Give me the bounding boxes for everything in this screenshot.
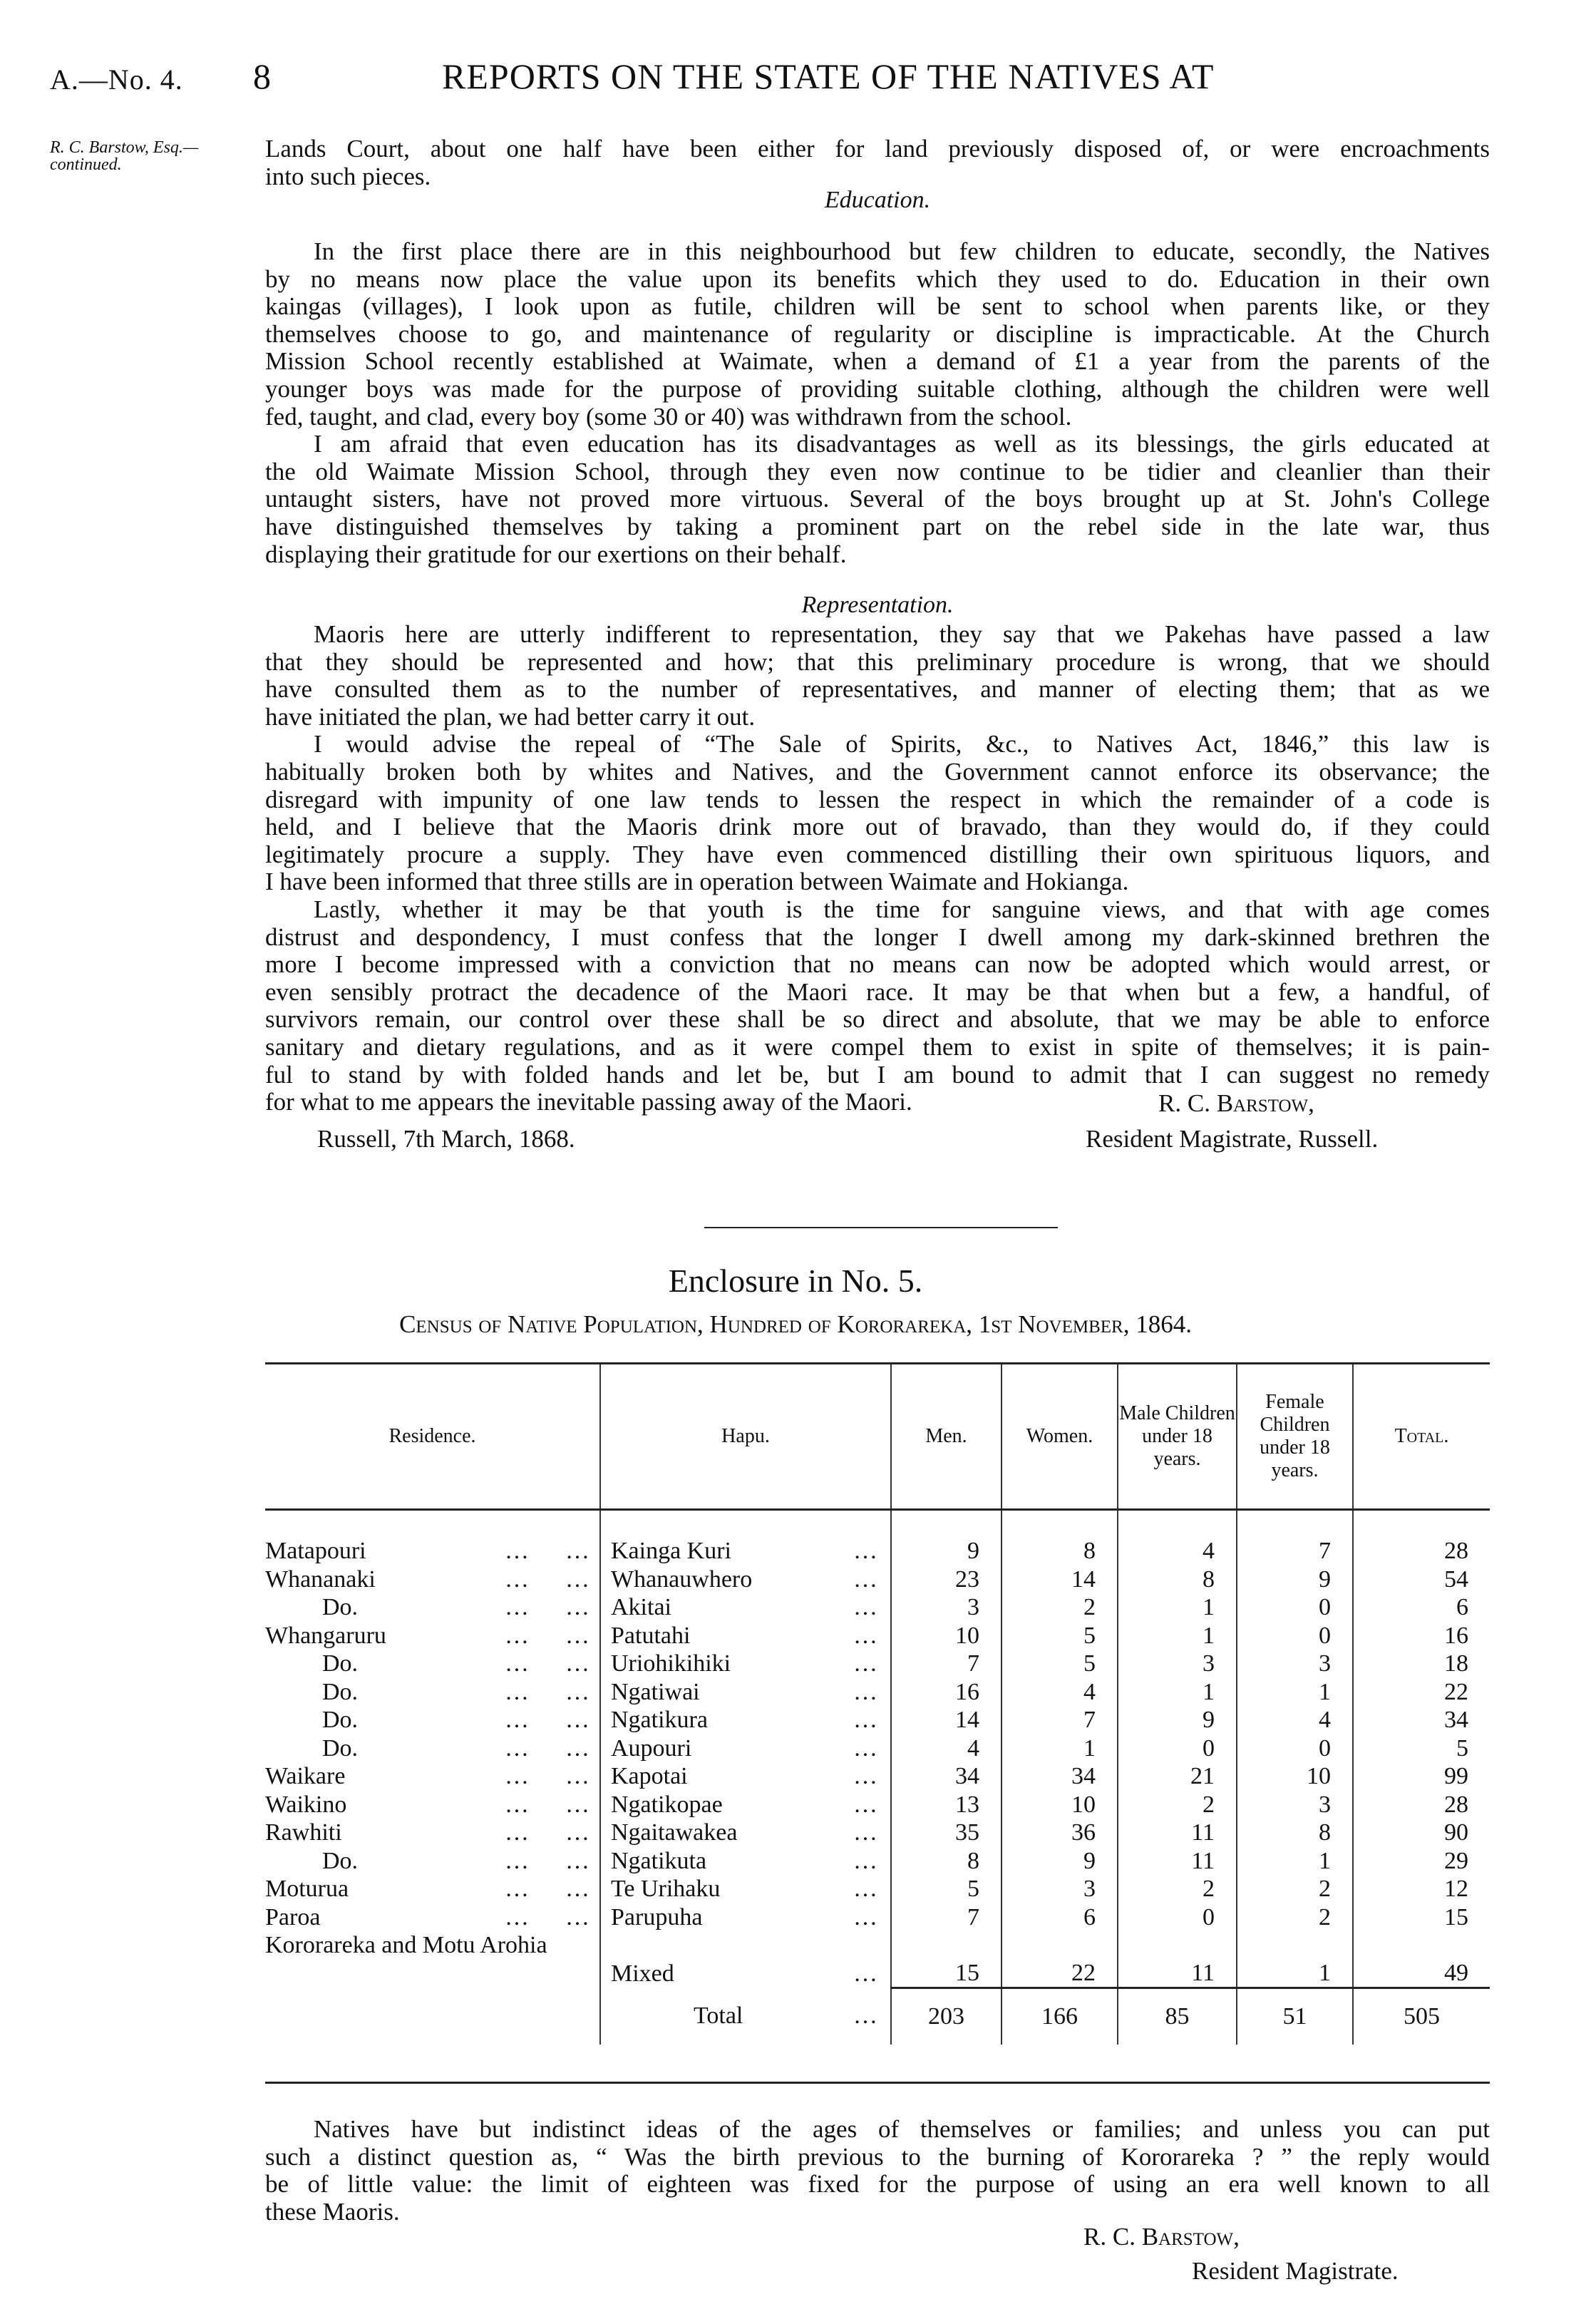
- page-number: 8: [253, 56, 272, 96]
- text-line: be of little value: the limit of eighteen was fixed for the purpose of using an era well known to all: [265, 2170, 1490, 2199]
- paragraph: [265, 621, 1490, 731]
- residence-cell: Do. … …: [322, 1678, 589, 1705]
- text-line: into such pieces.: [265, 162, 431, 190]
- number-cell: 1: [1237, 1679, 1353, 1707]
- residence-cell: Waikino … …: [265, 1791, 589, 1818]
- enclosure-title: Enclosure in No. 5.: [668, 1263, 923, 1299]
- number-cell: 54: [1353, 1566, 1490, 1595]
- number-cell: 2: [1237, 1904, 1353, 1933]
- table-row: [265, 1538, 1490, 1566]
- number-cell: 0: [1118, 1904, 1237, 1933]
- table-row: [265, 1707, 1490, 1735]
- text-line: I am afraid that even education has its disadvantages as well as its blessings, the girls educated at: [314, 430, 1490, 458]
- total-row: [265, 1988, 1490, 2045]
- number-cell: 0: [1237, 1594, 1353, 1623]
- table-row: [265, 1623, 1490, 1651]
- number-cell: 5: [1002, 1623, 1118, 1651]
- number-cell: 36: [1002, 1819, 1118, 1848]
- number-cell: 4: [1118, 1538, 1237, 1566]
- text-line: Lands Court, about one half have been either for land previously disposed of, or were encroachments: [265, 135, 1490, 163]
- number-cell: 4: [1237, 1707, 1353, 1735]
- text-line: legitimately procure a supply. They have even commenced distilling their own spirituous liquors, and: [265, 840, 1490, 868]
- text-line: younger boys was made for the purpose of providing suitable clothing, although the children were well: [265, 374, 1490, 403]
- document-reference: A.—No. 4.: [50, 63, 183, 96]
- number-cell: 11: [1118, 1932, 1237, 1988]
- number-cell: 28: [1353, 1538, 1490, 1566]
- text-line: I have been informed that three stills are in operation between Waimate and Hokianga.: [265, 868, 1129, 896]
- column-header: Total.: [1353, 1364, 1490, 1509]
- number-cell: 11: [1118, 1848, 1237, 1876]
- hapu-cell: Ngatikura …: [600, 1707, 891, 1735]
- number-cell: 10: [891, 1623, 1002, 1651]
- hapu-cell: Ngaitawakea …: [600, 1819, 891, 1848]
- text-line: sanitary and dietary regulations, and as it were compel them to exist in spite of themselves; it is pain-: [265, 1032, 1490, 1061]
- number-cell: 9: [891, 1538, 1002, 1566]
- text-line: Lastly, whether it may be that youth is the time for sanguine views, and that with age comes: [314, 895, 1490, 923]
- number-cell: 99: [1353, 1763, 1490, 1791]
- table-row: [265, 1650, 1490, 1679]
- number-cell: 3: [1237, 1791, 1353, 1820]
- residence-cell: Whangaruru … …: [265, 1622, 589, 1649]
- number-cell: 0: [1237, 1735, 1353, 1764]
- number-cell: 0: [1118, 1735, 1237, 1764]
- hapu-cell: Ngatiwai …: [600, 1679, 891, 1707]
- text-line: held, and I believe that the Maoris drink more out of bravado, than they would do, if they could: [265, 813, 1490, 841]
- signature-title: Resident Magistrate, Russell.: [1086, 1125, 1379, 1153]
- table-row: [265, 1735, 1490, 1764]
- residence-cell: Paroa … …: [265, 1903, 589, 1930]
- total-cell: 166: [1002, 1988, 1118, 2045]
- text-line: I would advise the repeal of “The Sale of Spirits, &c., to Natives Act, 1846,” this law is: [314, 730, 1490, 759]
- number-cell: 15: [891, 1932, 1002, 1988]
- number-cell: 29: [1353, 1848, 1490, 1876]
- number-cell: 10: [1237, 1763, 1353, 1791]
- number-cell: 9: [1237, 1566, 1353, 1595]
- hapu-cell: Patutahi …: [600, 1623, 891, 1651]
- number-cell: 16: [1353, 1623, 1490, 1651]
- number-cell: 22: [1353, 1679, 1490, 1707]
- number-cell: 5: [1002, 1650, 1118, 1679]
- number-cell: 2: [1118, 1791, 1237, 1820]
- education-heading: Education.: [824, 187, 931, 213]
- number-cell: 8: [1118, 1566, 1237, 1595]
- number-cell: 23: [891, 1566, 1002, 1595]
- total-label: Total …: [600, 1988, 891, 2045]
- text-line: distrust and despondency, I must confess that the longer I dwell among my dark-skinned brethren the: [265, 922, 1490, 951]
- number-cell: 18: [1353, 1650, 1490, 1679]
- signature-place-date: Russell, 7th March, 1868.: [317, 1125, 575, 1153]
- number-cell: 8: [1237, 1819, 1353, 1848]
- column-header: Men.: [891, 1364, 1002, 1509]
- number-cell: 0: [1237, 1623, 1353, 1651]
- number-cell: 13: [891, 1791, 1002, 1820]
- text-line: these Maoris.: [265, 2197, 400, 2226]
- table-row: [265, 1679, 1490, 1707]
- residence-cell: Do. … …: [322, 1734, 589, 1762]
- text-line: In the first place there are in this neighbourhood but few children to educate, secondly, the Natives: [314, 237, 1490, 265]
- text-line: such a distinct question as, “ Was the birth previous to the burning of Kororareka ? ” the reply would: [265, 2142, 1490, 2171]
- number-cell: 1: [1118, 1594, 1237, 1623]
- signature2-name: R. C. Barstow,: [1083, 2223, 1240, 2251]
- residence-cell: Waikare … …: [265, 1763, 589, 1789]
- number-cell: 1: [1118, 1679, 1237, 1707]
- education-section: [265, 238, 1490, 568]
- residence-cell: Whananaki … …: [265, 1565, 589, 1593]
- number-cell: 8: [1002, 1538, 1118, 1566]
- column-header: Residence.: [388, 1424, 476, 1447]
- residence-cell: Moturua … …: [265, 1876, 589, 1902]
- table-row: [265, 1904, 1490, 1933]
- residence-cell: Matapouri … …: [265, 1538, 589, 1564]
- table-row: [265, 1791, 1490, 1820]
- paragraph: [265, 896, 1490, 1116]
- hapu-cell: Mixed …: [600, 1932, 891, 1988]
- number-cell: 34: [891, 1763, 1002, 1791]
- text-line: ful to stand by with folded hands and let be, but I am bound to admit that I can suggest no remedy: [265, 1060, 1490, 1089]
- number-cell: 5: [1353, 1735, 1490, 1764]
- text-line: fed, taught, and clad, every boy (some 30 or 40) was withdrawn from the school.: [265, 402, 1072, 431]
- text-line: untaught sisters, have not proved more virtuous. Several of the boys brought up at St. John's College: [265, 485, 1490, 513]
- text-line: have consulted them as to the number of representatives, and manner of electing them; that as we: [265, 675, 1490, 704]
- text-line: for what to me appears the inevitable passing away of the Maori.: [265, 1088, 912, 1116]
- intro-paragraph: [265, 135, 1490, 190]
- number-cell: 10: [1002, 1791, 1118, 1820]
- number-cell: 1: [1237, 1932, 1353, 1988]
- number-cell: 2: [1237, 1876, 1353, 1904]
- representation-section: [265, 621, 1490, 1116]
- page-title: REPORTS ON THE STATE OF THE NATIVES AT: [442, 56, 1215, 96]
- number-cell: 4: [1002, 1679, 1118, 1707]
- text-line: more I become impressed with a conviction that no means can now be adopted which would arrest, or: [265, 950, 1490, 979]
- margin-note-continued: continued.: [50, 155, 122, 174]
- hapu-cell: Kainga Kuri …: [600, 1538, 891, 1566]
- number-cell: 3: [891, 1594, 1002, 1623]
- column-header: Hapu.: [600, 1364, 891, 1509]
- column-header: Male Children under 18 years.: [1118, 1364, 1237, 1509]
- text-line: Maoris here are utterly indifferent to representation, they say that we Pakehas have passed a law: [314, 620, 1490, 648]
- number-cell: 1: [1118, 1623, 1237, 1651]
- residence-cell: Do. … …: [322, 1594, 589, 1620]
- text-line: the old Waimate Mission School, through they even now continue to be tidier and cleanlier than their: [265, 457, 1490, 485]
- number-cell: 9: [1002, 1848, 1118, 1876]
- table-row: [265, 1932, 1490, 1988]
- text-line: themselves choose to go, and maintenance of regularity or discipline is impracticable. At the Church: [265, 319, 1490, 348]
- number-cell: 2: [1002, 1594, 1118, 1623]
- signature2-title: Resident Magistrate.: [1192, 2257, 1399, 2285]
- text-line: habitually broken both by whites and Natives, and the Government cannot enforce its observance; the: [265, 757, 1490, 786]
- number-cell: 11: [1118, 1819, 1237, 1848]
- total-cell: 85: [1118, 1988, 1237, 2045]
- number-cell: 7: [891, 1904, 1002, 1933]
- number-cell: 7: [891, 1650, 1002, 1679]
- paragraph: [265, 238, 1490, 431]
- hapu-cell: Whanauwhero …: [600, 1566, 891, 1595]
- number-cell: 3: [1002, 1876, 1118, 1904]
- number-cell: 9: [1118, 1707, 1237, 1735]
- text-line: that they should be represented and how; that this preliminary procedure is wrong, that we should: [265, 647, 1490, 676]
- total-cell: 203: [891, 1988, 1002, 2045]
- number-cell: 3: [1237, 1650, 1353, 1679]
- margin-note: [50, 139, 198, 173]
- section-divider: [704, 1227, 1058, 1228]
- text-line: Natives have but indistinct ideas of the ages of themselves or families; and unless you can put: [314, 2115, 1490, 2143]
- residence-cell: Rawhiti … …: [265, 1819, 589, 1846]
- residence-cell: Do. … …: [322, 1707, 589, 1733]
- column-header: Women.: [1002, 1364, 1118, 1509]
- residence-cell: Do. … …: [322, 1650, 589, 1677]
- table-row: [265, 1848, 1490, 1876]
- signature-name: R. C. Barstow,: [1158, 1089, 1314, 1117]
- census-table: [265, 1364, 1490, 2045]
- text-line: displaying their gratitude for our exertions on their behalf.: [265, 540, 847, 568]
- total-cell: 505: [1353, 1988, 1490, 2045]
- paragraph: [265, 431, 1490, 568]
- text-line: have distinguished themselves by taking a prominent part on the rebel side in the late war, thus: [265, 512, 1490, 540]
- text-line: have initiated the plan, we had better carry it out.: [265, 702, 756, 731]
- table-row: [265, 1763, 1490, 1791]
- number-cell: 2: [1118, 1876, 1237, 1904]
- column-header: Female Children under 18 years.: [1237, 1364, 1353, 1509]
- number-cell: 90: [1353, 1819, 1490, 1848]
- number-cell: 8: [891, 1848, 1002, 1876]
- text-line: Mission School recently established at Waimate, when a demand of £1 a year from the parents of the: [265, 347, 1490, 376]
- number-cell: 34: [1002, 1763, 1118, 1791]
- hapu-cell: Ngatikopae …: [600, 1791, 891, 1820]
- number-cell: 15: [1353, 1904, 1490, 1933]
- table-row: [265, 1594, 1490, 1623]
- number-cell: 5: [891, 1876, 1002, 1904]
- hapu-cell: Aupouri …: [600, 1735, 891, 1764]
- number-cell: 7: [1002, 1707, 1118, 1735]
- number-cell: 12: [1353, 1876, 1490, 1904]
- hapu-cell: Parupuha …: [600, 1904, 891, 1933]
- enclosure-subtitle: Census of Native Population, Hundred of Kororareka, 1st November, 1864.: [399, 1310, 1192, 1338]
- number-cell: 28: [1353, 1791, 1490, 1820]
- table-row: [265, 1876, 1490, 1904]
- number-cell: 49: [1353, 1932, 1490, 1988]
- margin-note-author: R. C. Barstow, Esq.—: [50, 138, 199, 157]
- number-cell: 14: [1002, 1566, 1118, 1595]
- number-cell: 1: [1237, 1848, 1353, 1876]
- hapu-cell: Ngatikuta …: [600, 1848, 891, 1876]
- number-cell: 4: [891, 1735, 1002, 1764]
- table-row: [265, 1819, 1490, 1848]
- number-cell: 1: [1002, 1735, 1118, 1764]
- table-bottom-rule: [265, 2082, 1490, 2084]
- number-cell: 34: [1353, 1707, 1490, 1735]
- residence-cell: Do. … …: [322, 1847, 589, 1874]
- number-cell: 22: [1002, 1932, 1118, 1988]
- table-row: [265, 1566, 1490, 1595]
- number-cell: 35: [891, 1819, 1002, 1848]
- number-cell: 14: [891, 1707, 1002, 1735]
- total-cell: 51: [1237, 1988, 1353, 2045]
- number-cell: 3: [1118, 1650, 1237, 1679]
- text-line: survivors remain, our control over these shall be so direct and absolute, that we may be able to enforce: [265, 1005, 1490, 1034]
- hapu-cell: Te Urihaku …: [600, 1876, 891, 1904]
- number-cell: 6: [1002, 1904, 1118, 1933]
- hapu-cell: Kapotai …: [600, 1763, 891, 1791]
- paragraph: [265, 731, 1490, 896]
- footer-paragraph: [265, 2116, 1490, 2226]
- residence-cell: Kororareka and Motu Arohia: [265, 1932, 547, 1958]
- number-cell: 16: [891, 1679, 1002, 1707]
- hapu-cell: Uriohikihiki …: [600, 1650, 891, 1679]
- text-line: kaingas (villages), I look upon as futile, children will be sent to school when parents like, or they: [265, 292, 1490, 321]
- text-line: by no means now place the value upon its benefits which they used to do. Education in their own: [265, 264, 1490, 293]
- number-cell: 7: [1237, 1538, 1353, 1566]
- text-line: disregard with impunity of one law tends to lessen the respect in which the remainder of a code is: [265, 785, 1490, 813]
- number-cell: 21: [1118, 1763, 1237, 1791]
- hapu-cell: Akitai …: [600, 1594, 891, 1623]
- text-line: even sensibly protract the decadence of the Maori race. It may be that when but a few, a handful, of: [265, 977, 1490, 1006]
- representation-heading: Representation.: [801, 592, 954, 618]
- number-cell: 6: [1353, 1594, 1490, 1623]
